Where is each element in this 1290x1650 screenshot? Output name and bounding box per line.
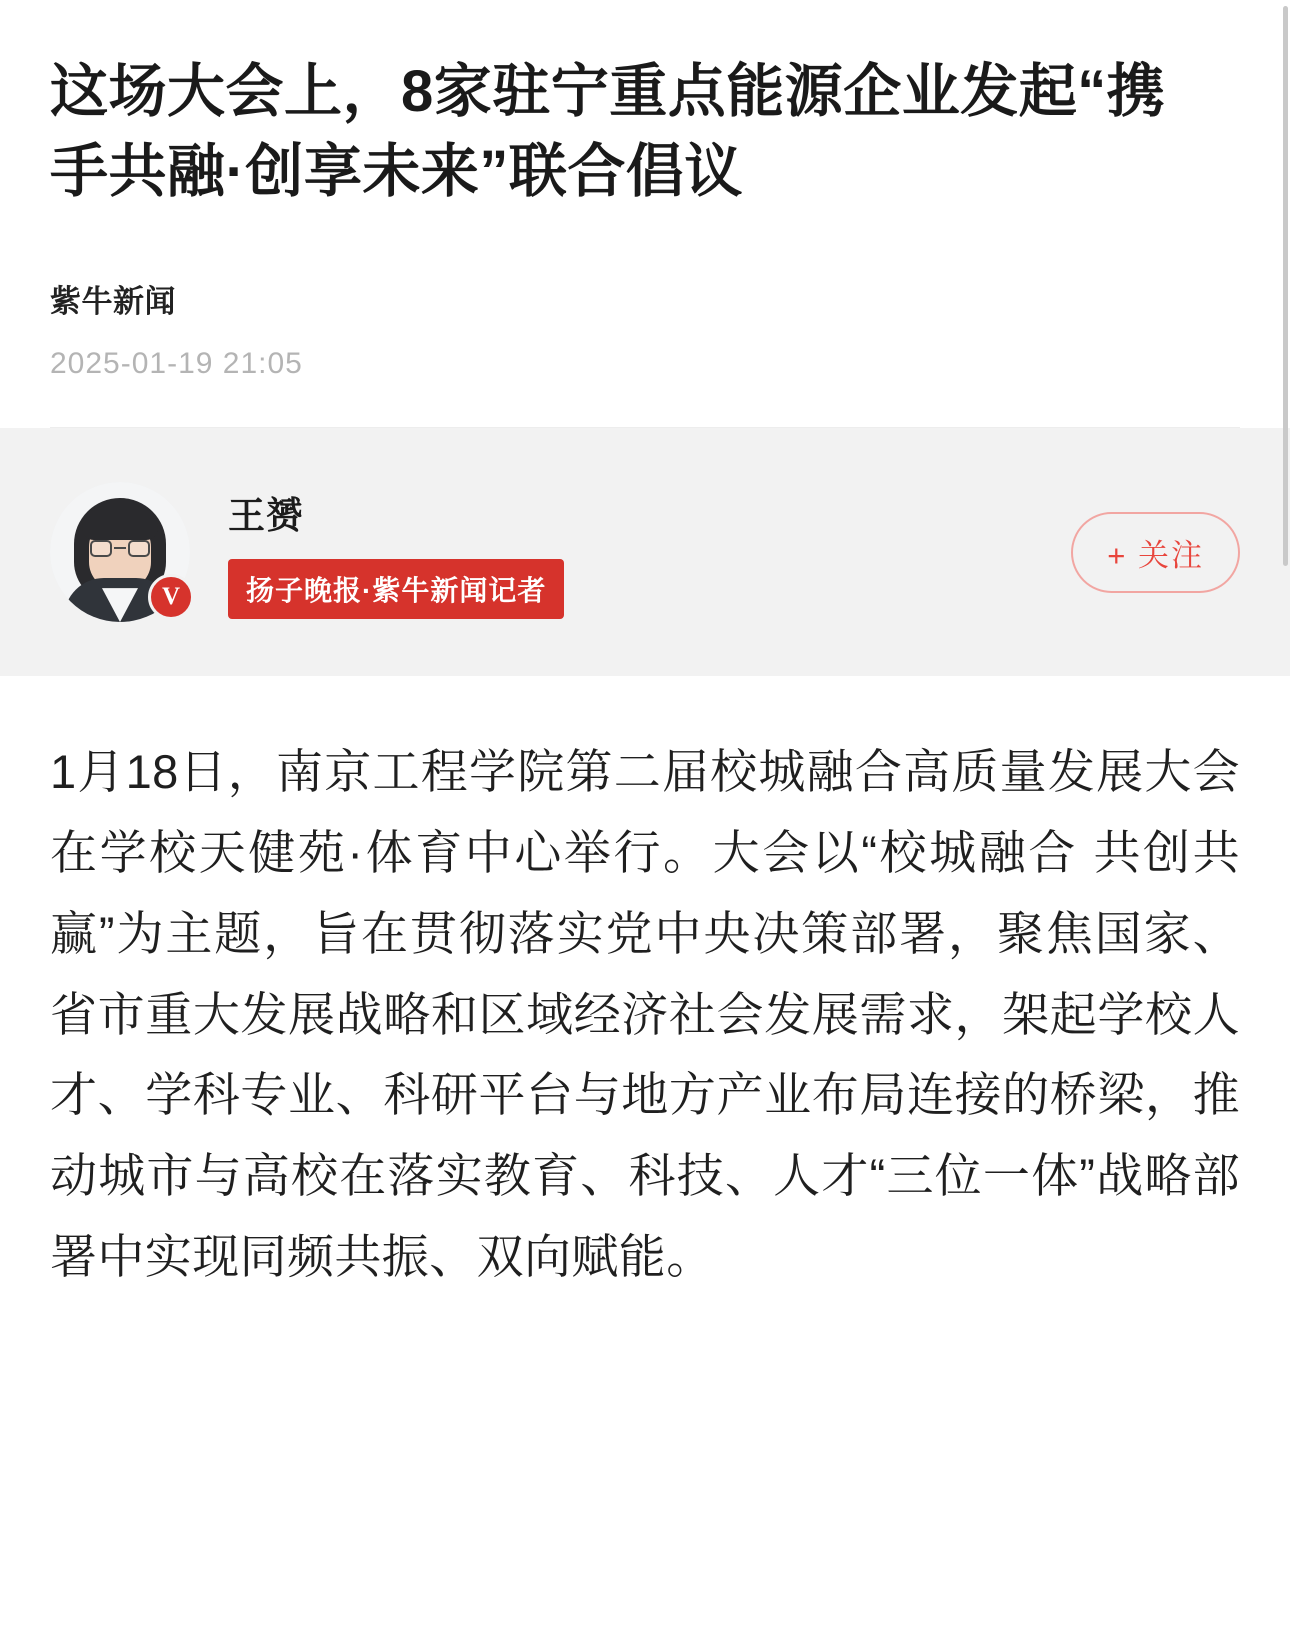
- author-role-badge: 扬子晚报·紫牛新闻记者: [228, 559, 564, 619]
- author-meta: [228, 485, 1071, 619]
- author-name[interactable]: 王赟: [228, 495, 304, 537]
- scrollbar-thumb[interactable]: [1283, 6, 1288, 566]
- page-title: 这场大会上，8家驻宁重点能源企业发起“携手共融·创享未来”联合倡议: [50, 59, 1166, 205]
- author-bar: [0, 428, 1290, 676]
- verified-badge-icon: V: [148, 574, 194, 620]
- avatar-glasses-icon: [88, 540, 152, 558]
- article-paragraph: 1月18日，南京工程学院第二届校城融合高质量发展大会在学校天健苑·体育中心举行。大会以“校城融合 共创共赢”为主题，旨在贯彻落实党中央决策部署，聚焦国家、省市重大发展战略和区域经济社会发展需求，架起学校人才、学科专业、科研平台与地方产业布局连接的桥梁，推动城市与高校在落实教育、科技、人才“三位一体”战略部署中实现同频共振、双向赋能。: [50, 745, 1240, 1284]
- scrollbar[interactable]: [1284, 0, 1290, 1650]
- follow-button[interactable]: + 关注: [1071, 512, 1240, 593]
- article-body: [0, 676, 1290, 1298]
- article-header: [0, 0, 1290, 428]
- avatar[interactable]: [50, 482, 190, 622]
- source-name[interactable]: 紫牛新闻: [50, 284, 176, 320]
- source-row: [50, 276, 1240, 381]
- publish-timestamp: 2025-01-19 21:05: [50, 347, 303, 381]
- avatar-fringe: [82, 506, 158, 540]
